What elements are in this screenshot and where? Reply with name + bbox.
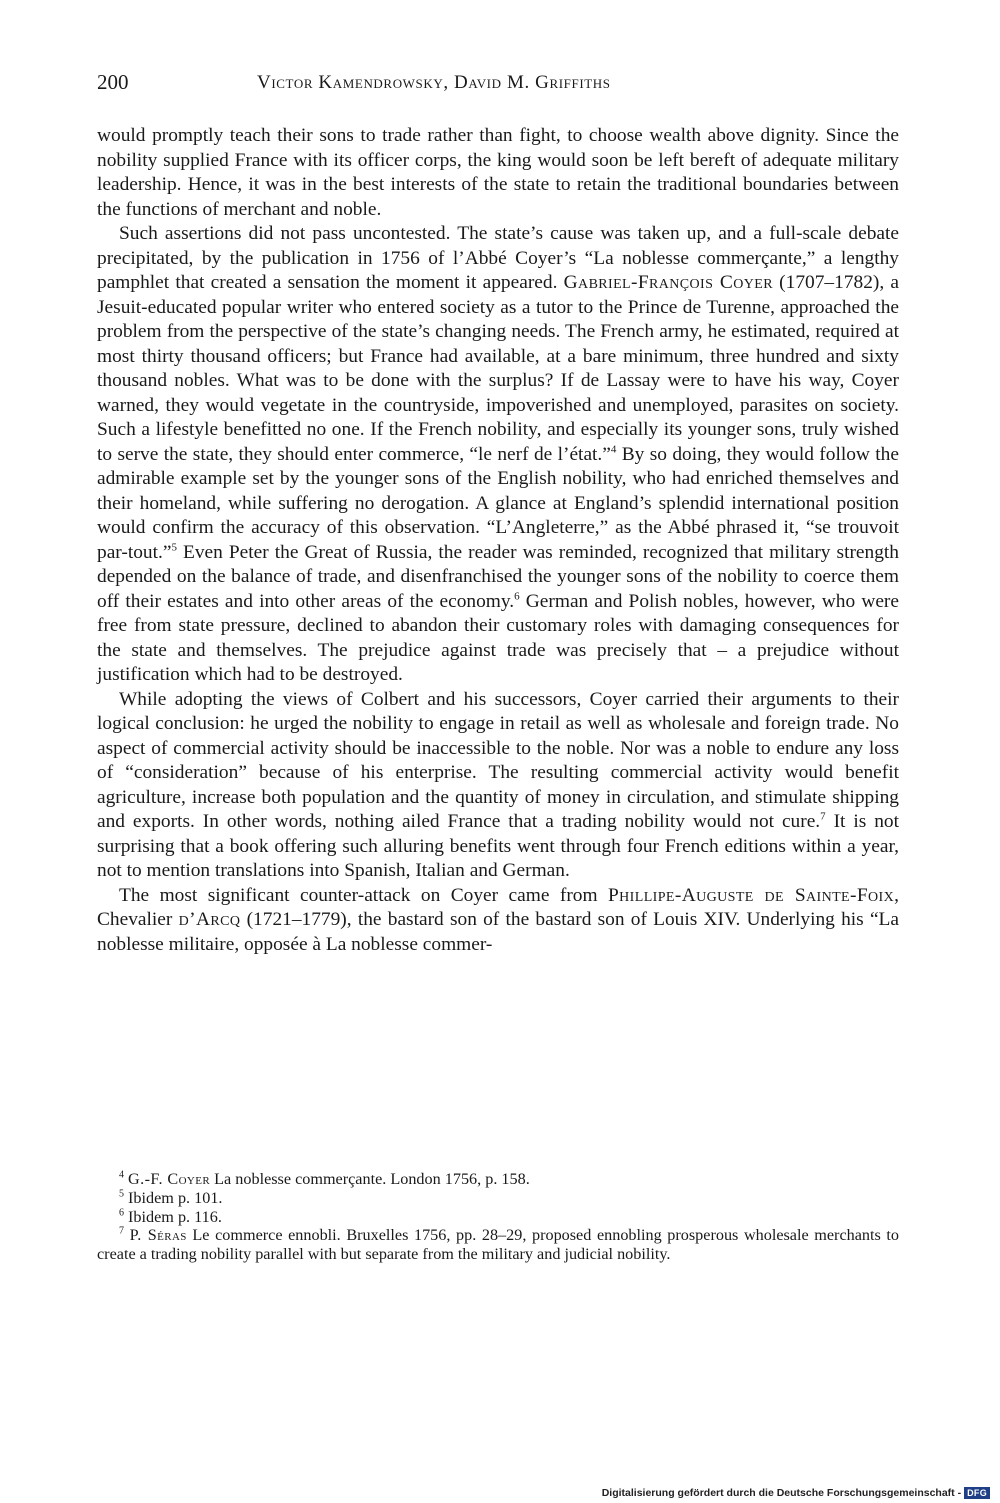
footnote-6 bbox=[97, 1208, 899, 1227]
footnotes bbox=[97, 1170, 899, 1264]
page-header bbox=[97, 70, 897, 100]
paragraph-2-text-a: Such assertions did not pass uncontested. The state’s cause was taken up, and a full-scale debate precipitated, by the publication in 1756 of l’Abbé Coyer’s “La noblesse commerçante,” a lengthy pamphlet that created a sensation the moment it appeared. bbox=[97, 223, 899, 293]
footnote-number: 7 bbox=[119, 1226, 124, 1237]
footnote-7 bbox=[97, 1226, 899, 1264]
footnote-text: Ibidem p. 116. bbox=[128, 1207, 222, 1226]
footnote-author: G.-F. Coyer bbox=[128, 1170, 211, 1188]
footnote-ref-7[interactable]: 7 bbox=[820, 810, 826, 823]
footnote-text: Ibidem p. 101. bbox=[128, 1188, 223, 1207]
running-head: Victor Kamendrowsky, David M. Griffiths bbox=[257, 72, 611, 93]
paragraph-2-text-d: Even Peter the Great of Russia, the reader was reminded, recognized that military strength depended on the balance of trade, and disenfranchised the younger sons of the nobility to coerce them off their estates and into other areas of the economy. bbox=[97, 541, 899, 612]
footnote-5 bbox=[97, 1189, 899, 1208]
footnote-ref-5[interactable]: 5 bbox=[171, 541, 177, 554]
paragraph-2-text-c: By so doing, they would follow the admirable example set by the younger sons of the English nobility, who had enriched themselves and their homeland, while suffering no derogation. A glance at England’s splendid international position would confirm the accuracy of this observation. “L’Angleterre,” as the Abbé phrased it, “se trouvoit par-tout.” bbox=[97, 443, 899, 563]
footnote-ref-6[interactable]: 6 bbox=[514, 590, 520, 603]
paragraph-4-text-c: (1721–1779), the bastard son of the bastard son of Louis XIV. Underlying his “La noblesse militaire, opposée à La noblesse commer- bbox=[97, 909, 899, 955]
paragraph-3 bbox=[97, 688, 899, 884]
author-name-sainte-foix: Phillipe-Auguste de Sainte-Foix bbox=[607, 884, 895, 906]
paragraph-4-text-b: , Chevalier bbox=[97, 884, 899, 930]
footnote-author: P. Séras bbox=[129, 1226, 187, 1245]
paragraph-2 bbox=[97, 222, 899, 688]
body-text bbox=[97, 124, 899, 957]
paragraph-3-text-a: While adopting the views of Colbert and his successors, Coyer carried their arguments to their logical conclusion: he urged the nobility to engage in retail as well as wholesale and foreign trade. No aspect of commercial activity should be inaccessible to the noble. Nor was a noble to endure any loss of “consideration” because of his enterprise. The resulting commercial activity would benefit agriculture, increase both population and the quantity of money in circulation, and stimulate shipping and exports. In other words, nothing ailed France that a trading nobility would not cure. bbox=[97, 688, 899, 832]
page-number: 200 bbox=[97, 70, 129, 94]
footnote-ref-4[interactable]: 4 bbox=[610, 443, 617, 456]
footnote-text: Le commerce ennobli. Bruxelles 1756, pp. 28–29, proposed ennobling prosperous wholesale merchants to create a trading nobility parallel with but separate from the military and judicial nobility. bbox=[97, 1226, 900, 1264]
author-name-darcq: d’Arcq bbox=[178, 909, 241, 930]
paragraph-1: would promptly teach their sons to trade rather than fight, to choose wealth above dignity. Since the nobility supplied France with its officer corps, the king would soon be left bereft of adequate military leadership. Hence, it was in the best interests of the state to retain the traditional boundaries between the functions of merchant and noble. bbox=[97, 125, 899, 220]
digitization-credit bbox=[602, 1487, 990, 1499]
dfg-logo-icon: DFG bbox=[964, 1487, 990, 1499]
footnote-text: La noblesse commerçante. London 1756, p. 158. bbox=[210, 1170, 530, 1188]
paragraph-3-text-b: It is not surprising that a book offering such alluring benefits went through four French editions within a year, not to mention translations into Spanish, Italian and German. bbox=[97, 811, 899, 881]
credit-text: Digitalisierung gefördert durch die Deutsche Forschungsgemeinschaft - bbox=[601, 1487, 962, 1499]
paragraph-4-text-a: The most significant counter-attack on Coyer came from bbox=[119, 884, 608, 906]
author-name-coyer: Gabriel-François Coyer bbox=[563, 272, 773, 293]
paragraph-4 bbox=[97, 884, 899, 958]
paragraph-2-text-b: (1707–1782), a Jesuit-educated popular writer who entered society as a tutor to the Prince de Turenne, approached the problem from the perspective of the state’s changing needs. The French army, he estimated, required at most thirty thousand officers; but France had available, at a bare minimum, three hundred and sixty thousand nobles. What was to be done with the surplus? If de Lassay were to have his way, Coyer warned, they would vegetate in the countryside, impoverished and unemployed, parasites on society. Such a lifestyle benefitted no one. If the French nobility, and especially its younger sons, truly wished to serve the state, they should enter commerce, “le nerf de l’état.” bbox=[97, 272, 900, 465]
footnote-4 bbox=[97, 1170, 899, 1189]
footnote-number: 5 bbox=[119, 1188, 124, 1200]
footnote-number: 4 bbox=[119, 1169, 124, 1181]
paragraph-2-text-e: German and Polish nobles, however, who were free from state pressure, declined to abandon their customary roles with damaging consequences for the state and themselves. The prejudice against trade was precisely that – a prejudice without justification which had to be destroyed. bbox=[97, 590, 899, 685]
footnote-number: 6 bbox=[119, 1207, 124, 1219]
